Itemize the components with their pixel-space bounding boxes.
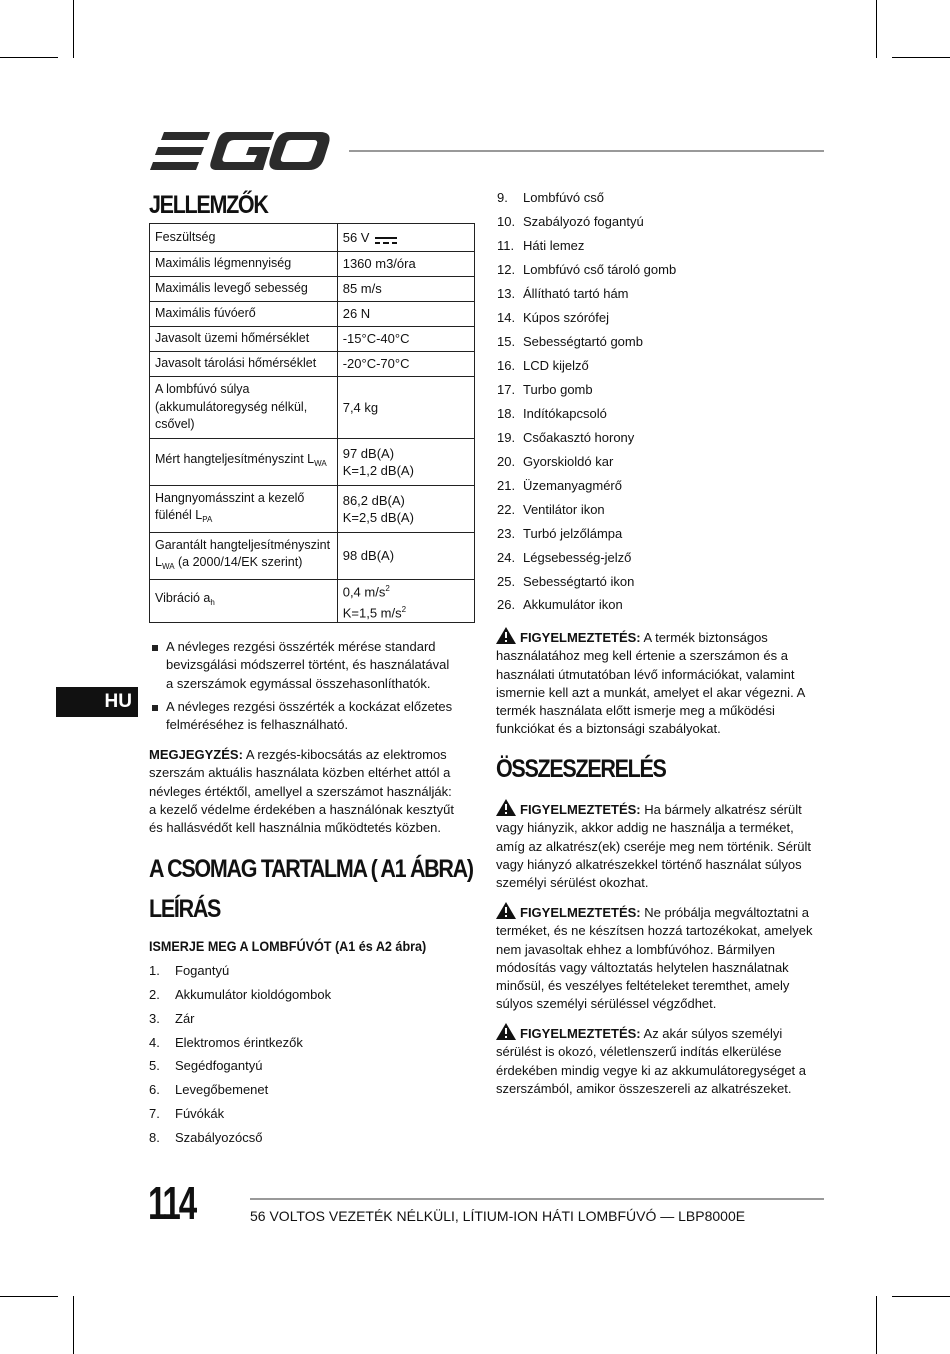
assembly-heading: ÖSSZESZERELÉS: [496, 755, 666, 783]
warning-triangle-icon: [496, 1023, 516, 1040]
list-item: 24. Légsebesség-jelző: [497, 550, 632, 565]
list-item: 23. Turbó jelzőlámpa: [497, 526, 623, 541]
dc-symbol-icon: [375, 233, 397, 243]
spec-label: Maximális fúvóerő: [150, 302, 338, 327]
specs-table: [149, 223, 475, 623]
table-row: [150, 252, 475, 277]
list-item: 15. Sebességtartó gomb: [497, 334, 643, 349]
list-item: 9. Lombfúvó cső: [497, 190, 604, 205]
list-item: 1. Fogantyú: [149, 963, 230, 978]
table-row: [150, 439, 475, 486]
list-item: 6. Levegőbemenet: [149, 1082, 269, 1097]
spec-value: 0,4 $m/s^2$ K=1,5 $m/s^2$: [337, 580, 474, 623]
table-row: [150, 580, 475, 623]
spec-label: Maximális levegő sebesség: [150, 277, 338, 302]
warning-block: FIGYELMEZTETÉS: Ne próbálja megváltoztatni a terméket, és ne készítsen hozzá tartozékokat, amelyek nem javasoltak ehhez a lombfúvóhoz. Bármilyen módosítás vagy változtatás helytelen használatnak minősül, és veszélyes feltételeket teremthet, amely súlyos személyi sérüléssel végződhet.: [496, 902, 826, 1014]
spec-value: 98 dB(A): [337, 533, 474, 580]
note-text: A rezgés-kibocsátás az elektromos szerszám aktuális használata közben eltérhet attól a névleges értéktől, amellyel a szerszámot használják: a kezelő védelme érdekében a használónak kesztyűt és hallásvédőt kell használnia működtetés közben.: [149, 747, 454, 836]
warning-triangle-icon: [496, 902, 516, 919]
spec-value: -15°C-40°C: [337, 327, 474, 352]
bullet-square-icon: [152, 645, 158, 651]
warning-triangle-icon: [496, 627, 516, 644]
list-item: 18. Indítókapcsoló: [497, 406, 607, 421]
list-item: 11. Háti lemez: [497, 238, 585, 253]
spec-value: 1360 m3/óra: [337, 252, 474, 277]
list-item: 8. Szabályozócső: [149, 1130, 263, 1145]
list-item: 19. Csőakasztó horony: [497, 430, 635, 445]
warning-block: FIGYELMEZTETÉS: Ha bármely alkatrész sérült vagy hiányzik, akkor addig ne használja a terméket, amíg az alkatrész(ek) cseréje meg nem történik. Sérült vagy hiányzó alkatrészekkel történő használat súlyos személyi sérülést okozhat.: [496, 799, 826, 892]
list-item: 2. Akkumulátor kioldógombok: [149, 987, 332, 1002]
spec-label: Hangnyomásszint a kezelő fülénél $L_{PA}$: [150, 486, 338, 533]
list-item: 13. Állítható tartó hám: [497, 286, 629, 301]
spec-value: 86,2 dB(A) K=2,5 dB(A): [337, 486, 474, 533]
package-heading: A CSOMAG TARTALMA ( A1 ÁBRA): [149, 855, 473, 883]
list-item: 17. Turbo gomb: [497, 382, 593, 397]
list-item: 20. Gyorskioldó kar: [497, 454, 614, 469]
list-item: 16. LCD kijelző: [497, 358, 589, 373]
bullet-item: A névleges rezgési összérték a kockázat előzetes felméréséhez is felhasználható.: [149, 698, 454, 735]
table-row: [150, 352, 475, 377]
know-heading: ISMERJE MEG A LOMBFÚVÓT (A1 és A2 ábra): [149, 938, 427, 954]
list-item: 26. Akkumulátor ikon: [497, 597, 623, 612]
language-tab: [56, 687, 138, 717]
description-heading: LEÍRÁS: [149, 895, 221, 923]
list-item: 22. Ventilátor ikon: [497, 502, 605, 517]
table-row: [150, 533, 475, 580]
spec-label: Feszültség: [150, 224, 338, 252]
header-rule: [349, 150, 824, 152]
table-row: [150, 327, 475, 352]
spec-value: 7,4 kg: [337, 377, 474, 439]
warning-triangle-icon: [496, 799, 516, 816]
list-item: 5. Segédfogantyú: [149, 1058, 263, 1073]
language-tab-label: HU: [104, 691, 132, 712]
table-row: [150, 277, 475, 302]
list-item: 7. Fúvókák: [149, 1106, 225, 1121]
spec-label: Javasolt üzemi hőmérséklet: [150, 327, 338, 352]
spec-label: Vibráció $a_h$: [150, 580, 338, 623]
spec-value: 85 m/s: [337, 277, 474, 302]
list-item: 4. Elektromos érintkezők: [149, 1035, 303, 1050]
list-item: 25. Sebességtartó ikon: [497, 574, 635, 589]
spec-label: Maximális légmennyiség: [150, 252, 338, 277]
ego-logo: [150, 130, 332, 172]
spec-value: 26 N: [337, 302, 474, 327]
table-row: [150, 486, 475, 533]
spec-value: 97 dB(A) K=1,2 dB(A): [337, 439, 474, 486]
spec-label: Garantált hangteljesítményszint $L_{WA}$ (a 2000/14/EK szerint): [150, 533, 338, 580]
bullet-item: A névleges rezgési összérték mérése standard bevizsgálási módszerrel történt, és használatával a szerszámok egymással összehasonlíthatók.: [149, 638, 454, 693]
page-number: 114: [148, 1177, 195, 1229]
note-paragraph: [149, 746, 454, 837]
warning-block: FIGYELMEZTETÉS: Az akár súlyos személyi sérülést is okozó, véletlenszerű indítás elkerülése érdekében mindig vegye ki az akkumulátoregységet a szerszámból, amikor összeszereli az alkatrészeket.: [496, 1023, 826, 1098]
table-row: [150, 302, 475, 327]
bullet-square-icon: [152, 705, 158, 711]
footer-text: 56 VOLTOS VEZETÉK NÉLKÜLI, LÍTIUM-ION HÁTI LOMBFÚVÓ — LBP8000E: [250, 1208, 746, 1224]
spec-label: Javasolt tárolási hőmérséklet: [150, 352, 338, 377]
list-item: 14. Kúpos szórófej: [497, 310, 609, 325]
table-row: [150, 224, 475, 252]
warning-block: FIGYELMEZTETÉS: A termék biztonságos használatához meg kell értenie a szerszámon és a használati útmutatóban lévő információkat, valamint ismernie kell azt a munkát, amelyet el akar végezni. A termék használata előtt ismerje meg a működési funkciókat és a biztonsági szabályokat.: [496, 627, 826, 739]
spec-value: -20°C-70°C: [337, 352, 474, 377]
spec-label: A lombfúvó súlya (akkumulátoregység nélkül, csővel): [150, 377, 338, 439]
list-item: 3. Zár: [149, 1011, 195, 1026]
list-item: 10. Szabályozó fogantyú: [497, 214, 644, 229]
spec-value: 56 V: [337, 224, 474, 252]
table-row: [150, 377, 475, 439]
list-item: 21. Üzemanyagmérő: [497, 478, 622, 493]
footer-rule: [250, 1198, 824, 1200]
spec-label: Mért hangteljesítményszint $L_{WA}$: [150, 439, 338, 486]
list-item: 12. Lombfúvó cső tároló gomb: [497, 262, 677, 277]
specs-heading: JELLEMZŐK: [149, 191, 268, 219]
note-label: MEGJEGYZÉS:: [149, 747, 243, 762]
